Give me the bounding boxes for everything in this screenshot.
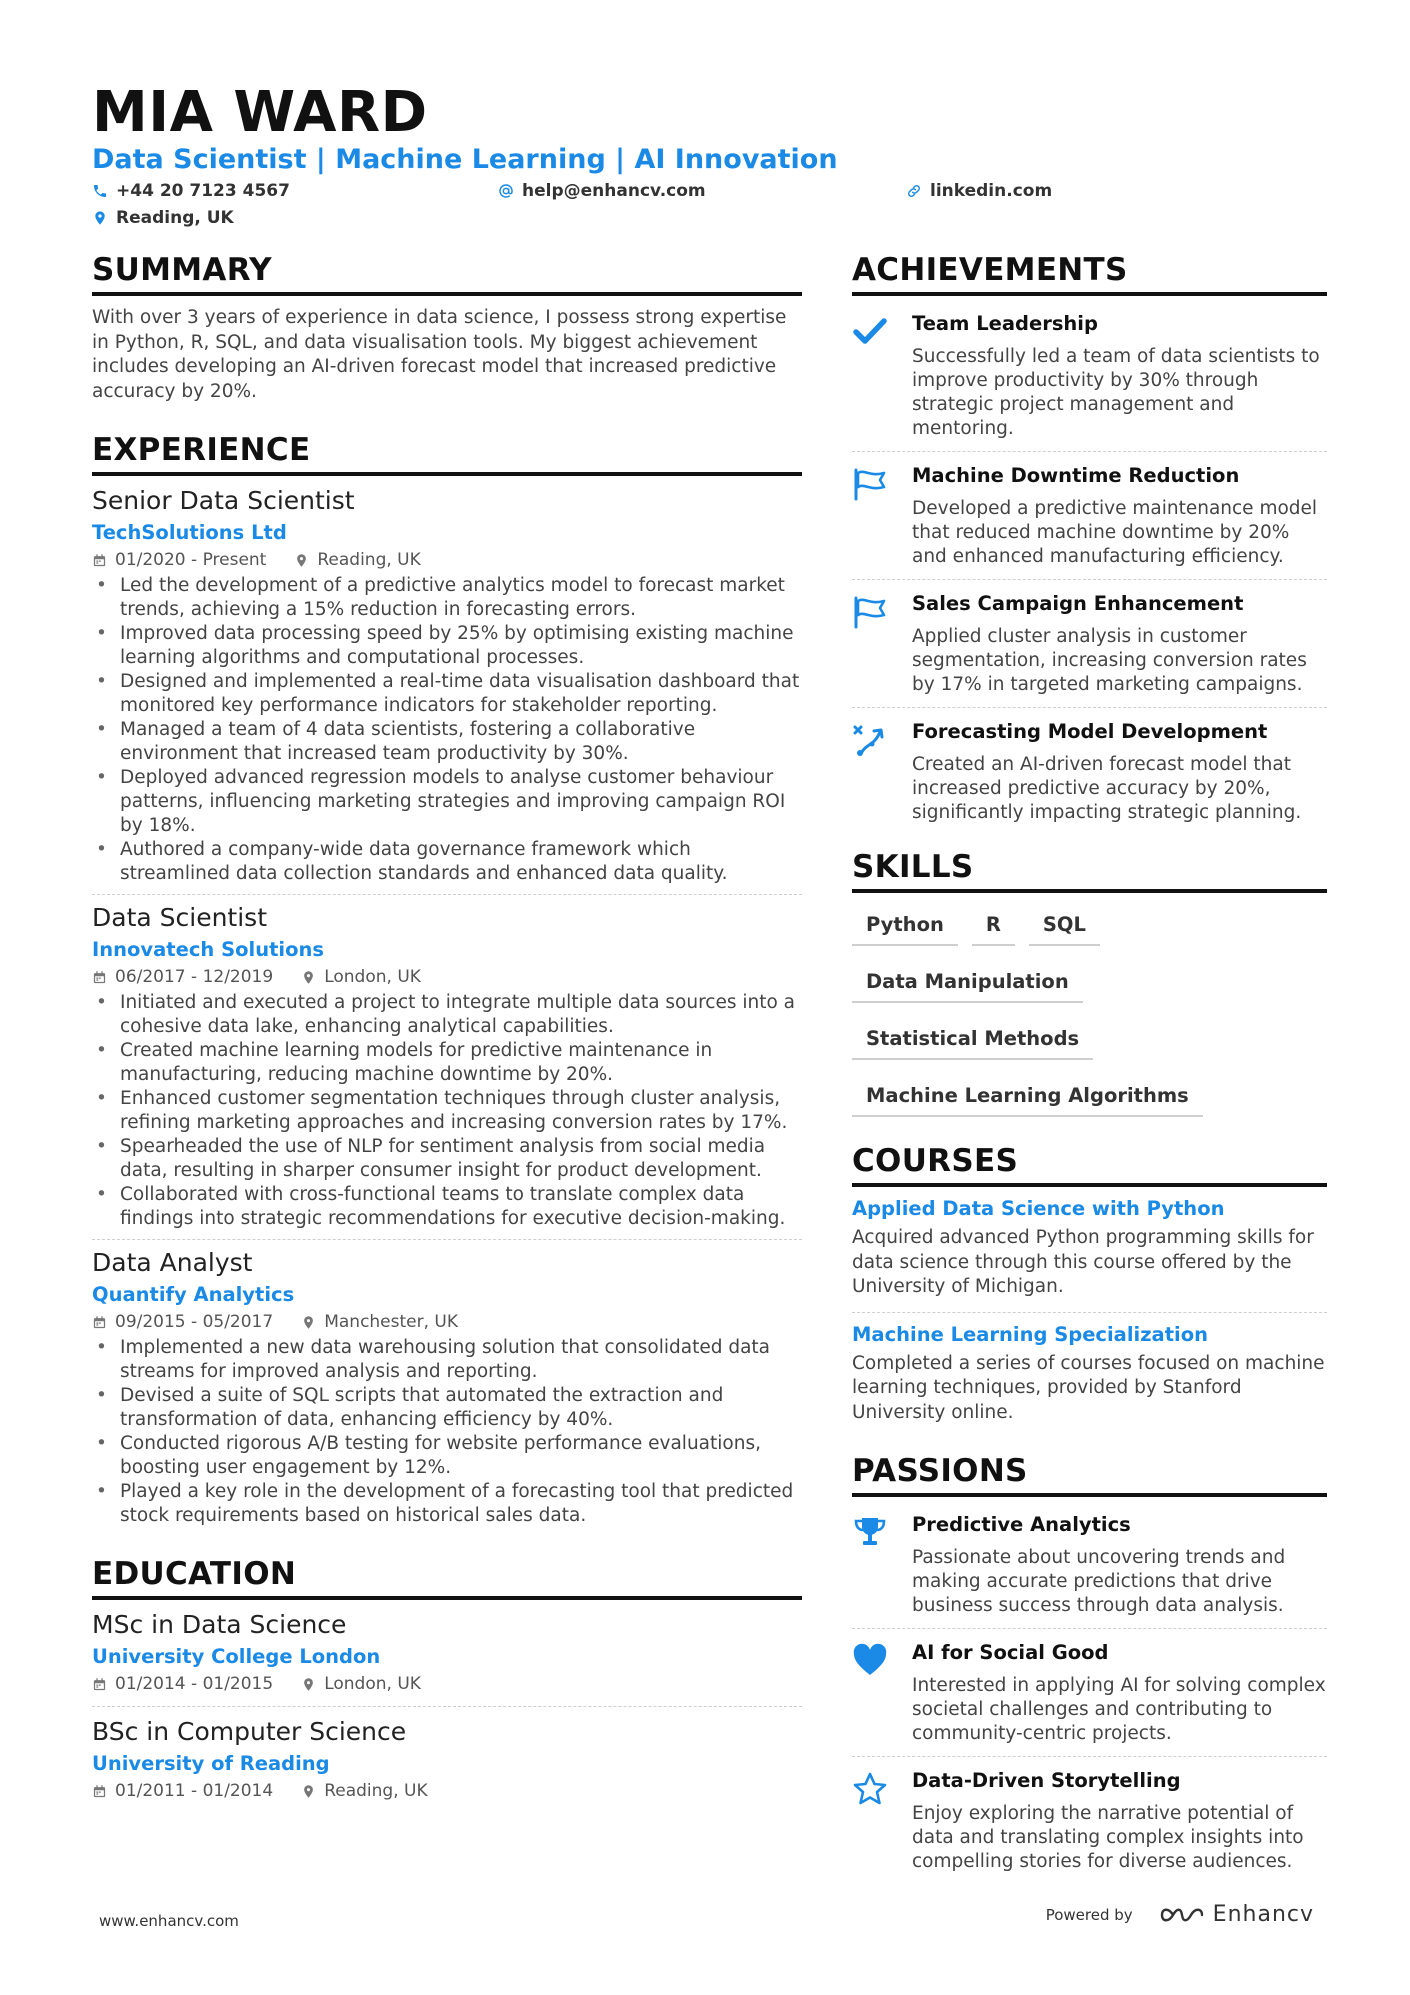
course-item bbox=[852, 1312, 1327, 1438]
passion-body bbox=[912, 1641, 1327, 1746]
brand-name: Enhancv bbox=[1212, 1902, 1314, 1927]
job-bullet: • Played a key role in the development of a forecasting tool that predicted stock requirements based on historical sales data. bbox=[92, 1480, 802, 1528]
location-pin-icon bbox=[92, 210, 108, 226]
linkedin-text[interactable]: linkedin.com bbox=[930, 181, 1053, 201]
achievement-desc: Applied cluster analysis in customer segmentation, increasing conversion rates by 17% in targeted marketing campaigns. bbox=[912, 626, 1307, 695]
job-bullets bbox=[92, 574, 802, 886]
job-bullet: • Improved data processing speed by 25% by optimising existing machine learning algorithms and computational processes. bbox=[92, 622, 802, 670]
achievement-desc: Created an AI-driven forecast model that increased predictive accuracy by 20%, significantly impacting strategic planning. bbox=[912, 754, 1302, 823]
job-location-text: Manchester, UK bbox=[324, 1312, 459, 1332]
passion-body bbox=[912, 1769, 1327, 1874]
job-role: Data Analyst bbox=[92, 1248, 253, 1277]
at-icon bbox=[498, 183, 514, 199]
passion-desc: Passionate about uncovering trends and making accurate predictions that drive business success through data analysis. bbox=[912, 1547, 1286, 1616]
achievement-item bbox=[852, 707, 1327, 835]
job-company: TechSolutions Ltd bbox=[92, 521, 287, 544]
calendar-icon bbox=[92, 1315, 107, 1330]
achievement-desc: Successfully led a team of data scientists to improve productivity by 30% through strategic project management and mentoring. bbox=[912, 346, 1320, 439]
achievement-icon-slot bbox=[852, 592, 912, 697]
strategy-icon bbox=[852, 722, 888, 758]
enhancv-logo-icon bbox=[1159, 1904, 1205, 1926]
achievement-title: Sales Campaign Enhancement bbox=[912, 592, 1244, 615]
star-icon bbox=[852, 1771, 888, 1807]
job-location-text: Reading, UK bbox=[317, 550, 421, 570]
achievement-item bbox=[852, 579, 1327, 707]
job-bullet: • Devised a suite of SQL scripts that automated the extraction and transformation of data, enhancing efficiency by 40%. bbox=[92, 1384, 802, 1432]
job-bullet: • Spearheaded the use of NLP for sentiment analysis from social media data, resulting in sharper consumer insight for product development. bbox=[92, 1135, 802, 1183]
email-text[interactable]: help@enhancv.com bbox=[522, 181, 706, 201]
summary-heading: SUMMARY bbox=[92, 252, 802, 296]
job-bullet: • Led the development of a predictive analytics model to forecast market trends, achieving a 15% reduction in forecasting errors. bbox=[92, 574, 802, 622]
skill-tag: Data Manipulation bbox=[852, 960, 1083, 1003]
achievement-title: Forecasting Model Development bbox=[912, 720, 1268, 743]
education-dates bbox=[92, 1781, 273, 1801]
skill-tag: R bbox=[972, 903, 1015, 946]
job-role: Data Scientist bbox=[92, 903, 267, 932]
left-column bbox=[92, 252, 802, 1813]
job-meta bbox=[92, 550, 802, 570]
course-desc: Completed a series of courses focused on machine learning techniques, provided by Stanford University online. bbox=[852, 1352, 1325, 1423]
achievements-section bbox=[852, 252, 1327, 835]
job-location bbox=[301, 967, 421, 987]
job-bullet: • Initiated and executed a project to integrate multiple data sources into a cohesive data lake, enhancing analytical capabilities. bbox=[92, 991, 802, 1039]
experience-heading: EXPERIENCE bbox=[92, 432, 802, 476]
candidate-name: MIA WARD bbox=[92, 80, 428, 145]
achievement-icon-slot bbox=[852, 720, 912, 825]
brand-logo[interactable] bbox=[1159, 1902, 1314, 1927]
location-pin-icon bbox=[301, 1315, 316, 1330]
passion-desc: Enjoy exploring the narrative potential of data and translating complex insights into compelling stories for diverse audiences. bbox=[912, 1803, 1304, 1872]
achievement-item bbox=[852, 306, 1327, 451]
location-pin-icon bbox=[301, 1784, 316, 1799]
experience-section bbox=[92, 432, 802, 1536]
education-school: University of Reading bbox=[92, 1752, 330, 1775]
education-heading: EDUCATION bbox=[92, 1556, 802, 1600]
job-dates-text: 09/2015 - 05/2017 bbox=[115, 1312, 274, 1332]
job-bullet: • Implemented a new data warehousing solution that consolidated data streams for improved analysis and reporting. bbox=[92, 1336, 802, 1384]
passion-item bbox=[852, 1628, 1327, 1756]
achievement-title: Team Leadership bbox=[912, 312, 1098, 335]
skill-tag: Machine Learning Algorithms bbox=[852, 1074, 1203, 1117]
passion-icon-slot bbox=[852, 1641, 912, 1746]
flag-icon bbox=[852, 594, 888, 630]
skills-section bbox=[852, 849, 1327, 1131]
job-meta bbox=[92, 967, 802, 987]
phone-text: +44 20 7123 4567 bbox=[116, 181, 290, 201]
education-location-text: London, UK bbox=[324, 1674, 421, 1694]
footer-branding bbox=[1046, 1902, 1314, 1927]
contact-email[interactable] bbox=[498, 181, 706, 201]
passion-icon-slot bbox=[852, 1513, 912, 1618]
education-degree: MSc in Data Science bbox=[92, 1610, 347, 1639]
achievements-heading: ACHIEVEMENTS bbox=[852, 252, 1327, 296]
education-section bbox=[92, 1556, 802, 1813]
calendar-icon bbox=[92, 553, 107, 568]
course-title: Applied Data Science with Python bbox=[852, 1197, 1225, 1220]
job-bullet: • Deployed advanced regression models to analyse customer behaviour patterns, influencing marketing strategies and improving campaign ROI by 18%. bbox=[92, 766, 802, 838]
achievement-icon-slot bbox=[852, 312, 912, 441]
location-pin-icon bbox=[301, 970, 316, 985]
skill-tag: Statistical Methods bbox=[852, 1017, 1093, 1060]
passion-title: Data-Driven Storytelling bbox=[912, 1769, 1181, 1792]
job-company: Innovatech Solutions bbox=[92, 938, 324, 961]
calendar-icon bbox=[92, 1677, 107, 1692]
job-location bbox=[301, 1312, 458, 1332]
contact-phone bbox=[92, 181, 290, 201]
phone-icon bbox=[92, 183, 108, 199]
job-dates bbox=[92, 1312, 273, 1332]
education-location bbox=[301, 1674, 421, 1694]
job-bullet: • Authored a company-wide data governance framework which streamlined data collection standards and enhanced data quality. bbox=[92, 838, 802, 886]
courses-heading: COURSES bbox=[852, 1143, 1327, 1187]
candidate-title: Data Scientist | Machine Learning | AI Innovation bbox=[92, 144, 838, 175]
education-dates-text: 01/2014 - 01/2015 bbox=[115, 1674, 274, 1694]
achievement-body bbox=[912, 312, 1327, 441]
education-dates bbox=[92, 1674, 273, 1694]
job-bullet: • Designed and implemented a real-time data visualisation dashboard that monitored key performance indicators for stakeholder reporting. bbox=[92, 670, 802, 718]
calendar-icon bbox=[92, 1784, 107, 1799]
courses-section bbox=[852, 1143, 1327, 1437]
check-icon bbox=[852, 314, 888, 350]
achievement-item bbox=[852, 451, 1327, 579]
achievement-desc: Developed a predictive maintenance model that reduced machine downtime by 20% and enhanced manufacturing efficiency. bbox=[912, 498, 1318, 567]
job-dates-text: 06/2017 - 12/2019 bbox=[115, 967, 274, 987]
job-bullet: • Managed a team of 4 data scientists, fostering a collaborative environment that increased team productivity by 30%. bbox=[92, 718, 802, 766]
location-text: Reading, UK bbox=[116, 208, 234, 228]
right-column bbox=[852, 252, 1327, 1884]
education-meta bbox=[92, 1781, 802, 1801]
powered-by-label: Powered by bbox=[1045, 1905, 1133, 1924]
passion-title: Predictive Analytics bbox=[912, 1513, 1131, 1536]
education-entry bbox=[92, 1706, 802, 1813]
education-entry bbox=[92, 1610, 802, 1706]
job-location-text: London, UK bbox=[324, 967, 421, 987]
job-bullet: • Created machine learning models for predictive maintenance in manufacturing, reducing machine downtime by 20%. bbox=[92, 1039, 802, 1087]
skills-list bbox=[852, 903, 1327, 1131]
passion-icon-slot bbox=[852, 1769, 912, 1874]
education-dates-text: 01/2011 - 01/2014 bbox=[115, 1781, 274, 1801]
summary-text: With over 3 years of experience in data science, I possess strong expertise in Python, R, SQL, and data visualisation tools. My biggest achievement includes developing an AI-driven forecast model that increased predictive accuracy by 20%. bbox=[92, 307, 787, 402]
passion-desc: Interested in applying AI for solving complex societal challenges and contributing to community-centric projects. bbox=[912, 1675, 1326, 1744]
job-dates bbox=[92, 550, 266, 570]
job-bullets bbox=[92, 991, 802, 1231]
summary-section bbox=[92, 252, 802, 404]
job-role: Senior Data Scientist bbox=[92, 486, 355, 515]
skill-tag: SQL bbox=[1029, 903, 1100, 946]
education-meta bbox=[92, 1674, 802, 1694]
passions-heading: PASSIONS bbox=[852, 1453, 1327, 1497]
contact-location bbox=[92, 208, 234, 228]
education-location-text: Reading, UK bbox=[324, 1781, 428, 1801]
contact-linkedin[interactable] bbox=[906, 181, 1052, 201]
achievement-icon-slot bbox=[852, 464, 912, 569]
skills-heading: SKILLS bbox=[852, 849, 1327, 893]
calendar-icon bbox=[92, 970, 107, 985]
job-bullet: • Conducted rigorous A/B testing for website performance evaluations, boosting user engagement by 12%. bbox=[92, 1432, 802, 1480]
job-bullets bbox=[92, 1336, 802, 1528]
education-degree: BSc in Computer Science bbox=[92, 1717, 407, 1746]
job-entry bbox=[92, 486, 802, 894]
flag-icon bbox=[852, 466, 888, 502]
passion-title: AI for Social Good bbox=[912, 1641, 1109, 1664]
achievement-body bbox=[912, 720, 1327, 825]
course-desc: Acquired advanced Python programming skills for data science through this course offered by the University of Michigan. bbox=[852, 1227, 1314, 1297]
trophy-icon bbox=[852, 1515, 888, 1551]
job-bullet: • Enhanced customer segmentation techniques through cluster analysis, refining marketing approaches and increasing conversion rates by 17%. bbox=[92, 1087, 802, 1135]
footer-website[interactable]: www.enhancv.com bbox=[99, 1912, 239, 1930]
heart-icon bbox=[852, 1643, 888, 1679]
achievement-title: Machine Downtime Reduction bbox=[912, 464, 1240, 487]
job-entry bbox=[92, 894, 802, 1239]
job-meta bbox=[92, 1312, 802, 1332]
job-entry bbox=[92, 1239, 802, 1536]
passion-item bbox=[852, 1507, 1327, 1628]
course-item bbox=[852, 1197, 1327, 1312]
job-location bbox=[294, 550, 420, 570]
passion-item bbox=[852, 1756, 1327, 1884]
link-icon bbox=[906, 183, 922, 199]
skill-tag: Python bbox=[852, 903, 958, 946]
education-location bbox=[301, 1781, 427, 1801]
location-pin-icon bbox=[294, 553, 309, 568]
education-school: University College London bbox=[92, 1645, 381, 1668]
achievement-body bbox=[912, 464, 1327, 569]
job-company: Quantify Analytics bbox=[92, 1283, 295, 1306]
achievement-body bbox=[912, 592, 1327, 697]
job-dates bbox=[92, 967, 273, 987]
passion-body bbox=[912, 1513, 1327, 1618]
job-dates-text: 01/2020 - Present bbox=[115, 550, 267, 570]
job-bullet: • Collaborated with cross-functional teams to translate complex data findings into strategic recommendations for executive decision-making. bbox=[92, 1183, 802, 1231]
course-title: Machine Learning Specialization bbox=[852, 1322, 1208, 1346]
passions-section bbox=[852, 1453, 1327, 1884]
location-pin-icon bbox=[301, 1677, 316, 1692]
